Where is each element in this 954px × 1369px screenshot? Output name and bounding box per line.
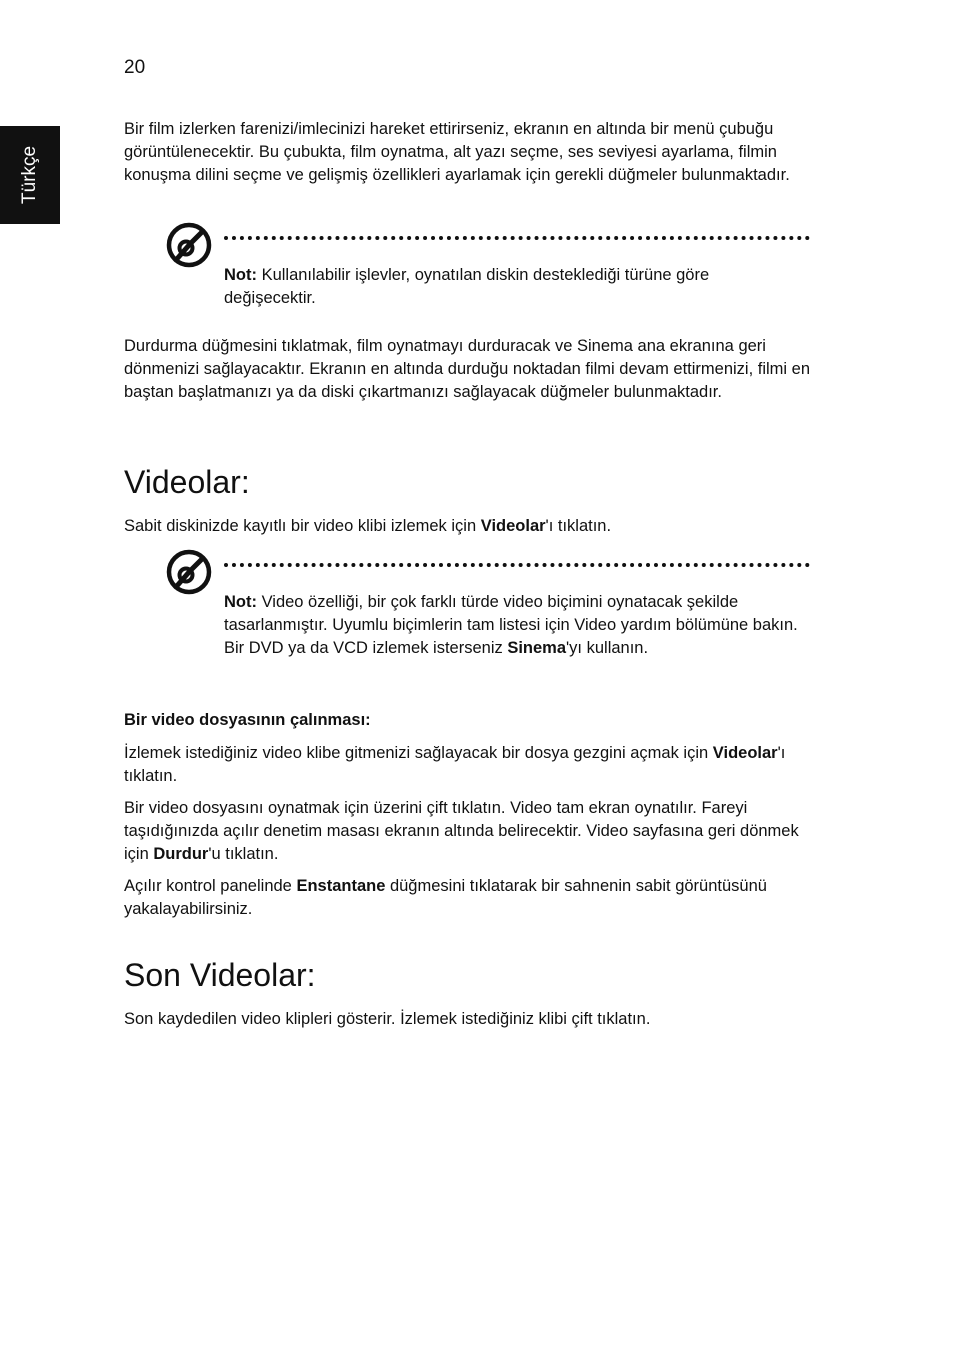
recent-section xyxy=(124,956,814,1031)
videos-intro-suffix: 'ı tıklatın. xyxy=(545,517,612,535)
p1-text: İzlemek istediğiniz video klibe gitmenizi sağlayacak bir dosya gezgini açmak için xyxy=(124,744,713,762)
playing-section xyxy=(124,709,814,921)
page-number: 20 xyxy=(124,57,146,78)
recent-paragraph: Son kaydedilen video klipleri gösterir. İzlemek istediğiniz klibi çift tıklatın. xyxy=(124,1010,651,1028)
p3-text: Açılır kontrol panelinde xyxy=(124,877,297,895)
note-icon xyxy=(166,222,212,268)
stop-section xyxy=(124,335,814,404)
p2-text: Bir video dosyasını oynatmak için üzerini çift tıklatın. Video tam ekran oynatılır. Fareyi taşıdığınızda açılır denetim masası ekranın altında belirecektir. Video sayfasına geri dönmek için xyxy=(124,799,799,863)
videos-section xyxy=(124,463,814,538)
side-tab-label: Türkçe xyxy=(19,145,40,205)
videos-heading: Videolar: xyxy=(124,464,250,500)
p3-suffix: düğmesini tıklatarak bir sahnenin sabit görüntüsünü yakalayabilirsiniz. xyxy=(124,877,767,918)
videos-intro xyxy=(124,515,814,538)
p2-bold: Durdur xyxy=(153,845,209,863)
playing-paragraph-3 xyxy=(124,875,814,921)
note-text xyxy=(224,264,804,310)
intro-paragraph: Bir film izlerken farenizi/imlecinizi hareket ettirirseniz, ekranın en altında bir menü çubuğu görüntülenecektir. Bu çubukta, film oynatma, alt yazı seçme, ses seviyesi ayarlama, filmin konuşma dilini seçme ve gelişmiş özellikleri ayarlamak için gerekli düğmeler bulunmaktadır. xyxy=(124,120,790,184)
note-body-suffix: 'yı kullanın. xyxy=(566,639,649,657)
playing-paragraph-2 xyxy=(124,797,814,866)
p1-suffix: 'ı tıklatın. xyxy=(124,744,786,785)
note-body: Video özelliği, bir çok farklı türde video biçimini oynatacak şekilde tasarlanmıştır. Uyumlu biçimlerin tam listesi için Video yardım bölümüne bakın. Bir DVD ya da VCD izlemek isterseniz xyxy=(224,593,798,657)
p1-bold: Videolar xyxy=(712,744,778,762)
stop-paragraph: Durdurma düğmesini tıklatmak, film oynatmayı durduracak ve Sinema ana ekranına geri dönmenizi sağlayacaktır. Ekranın en altında durduğu noktadan filmi devam ettirmenizi, filmi en baştan başlatmanızı ya da diski çıkartmanızı sağlayacak düğmeler bulunmaktadır. xyxy=(124,337,811,401)
note-label: Not: xyxy=(224,266,257,284)
note-text xyxy=(224,591,804,660)
intro-section xyxy=(124,118,814,187)
note-divider xyxy=(224,563,810,567)
p2-suffix: 'u tıklatın. xyxy=(208,845,279,863)
note-body: Kullanılabilir işlevler, oynatılan diskin desteklediği türüne göre değişecektir. xyxy=(224,266,710,307)
note-bold: Sinema xyxy=(507,639,567,657)
note-label: Not: xyxy=(224,593,257,611)
playing-subheading: Bir video dosyasının çalınması: xyxy=(124,711,371,729)
videos-intro-bold: Videolar xyxy=(480,517,546,535)
playing-paragraph-1 xyxy=(124,742,814,788)
note-divider xyxy=(224,236,810,240)
recent-heading: Son Videolar: xyxy=(124,957,316,993)
p3-bold: Enstantane xyxy=(296,877,386,895)
videos-intro-text: Sabit diskinizde kayıtlı bir video klibi izlemek için xyxy=(124,517,481,535)
note-icon xyxy=(166,549,212,595)
language-side-tab xyxy=(0,126,60,224)
